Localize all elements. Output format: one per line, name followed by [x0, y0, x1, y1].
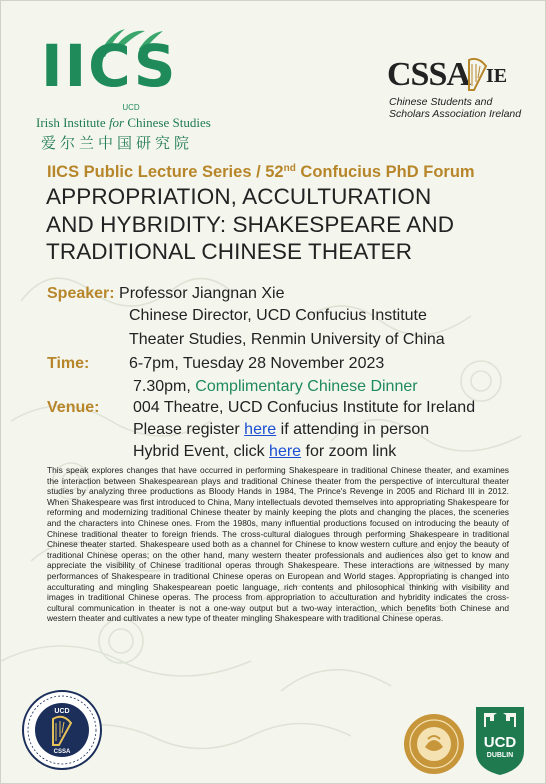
cssa-subtitle-line1: Chinese Students and	[389, 96, 493, 108]
harp-seal-icon	[21, 689, 103, 771]
dinner-time: 7.30pm,	[133, 378, 196, 395]
cssa-subtitle	[389, 96, 521, 120]
seal-cssa-text: CSSA	[53, 749, 71, 755]
hybrid-text-a: Hybrid Event, click	[133, 443, 270, 460]
speaker-affiliation-2: Theater Studies, Renmin University of China	[129, 331, 445, 348]
hybrid-line	[133, 442, 396, 461]
speaker-row	[47, 284, 284, 303]
lecture-abstract: This speak explores changes that have occurred in performing Shakespeare in traditional Chinese theater, and examines the interaction between Shakespearean plays and traditional Chinese theater from the perspective of intercultural theater studies by analyzing three productions as Bloody Hands in 1984, The Prince's Revenge in 2005 and Richard III in 2012. When Shakespeare was first introduced to China, Many intellectuals devoted themselves into appropriating Shakespeare for reforming and modernizing traditional Chinese theater by mainly keeping the plots and changing the places, the sceneries and the characters into Chinese ones. From the 1980s, many influential productions focused on introducing the beauty of Chinese traditional theater to foreign friends. The cross-cultural dialogues through performing Shakespeare in traditional Chinese theater started. Shakespeare used both as a channel for Chinese to know western culture and enjoy the beauty of traditional Chinese operas; on the other hand, many western theater professionals and audiences also get to know and appreciate the visibility of Chinese traditional operas through Shakespeare. These interactions are witnessed by many performances of Shakespeare in traditional Chinese operas on European and World stages. Appropriating is changed into acculturating and mingling Shakespearean poetic language, rich contents and philosophical thinking with visibility and images in traditional Chinese operas. The process from appropriation to acculturation and hybridity indicates the cross-cultural communication in theater is not a one-way output but a two-way interaction, which benefits both Chinese and western theater and cultivates a new type of theater mingling Shakespeare with traditional Chinese operas.	[47, 465, 509, 624]
title-line1: APPROPRIATION, ACCULTURATION	[46, 184, 432, 209]
time-label	[47, 354, 89, 373]
cssa-ie: IE	[486, 65, 508, 87]
speaker-name: Professor Jiangnan Xie	[119, 285, 285, 302]
cssa-subtitle-line2: Scholars Association Ireland	[389, 108, 522, 120]
cssa-logo	[384, 56, 534, 126]
time-label-text: Time:	[47, 355, 90, 372]
dinner-label: Complimentary Chinese Dinner	[195, 378, 418, 395]
title-line3: TRADITIONAL CHINESE THEATER	[46, 239, 413, 264]
venue-label-text: Venue:	[47, 399, 100, 416]
speaker-affiliation-1: Chinese Director, UCD Confucius Institute	[129, 307, 427, 324]
iics-chinese-name: 爱尔兰中国研究院	[41, 136, 194, 152]
register-text-a: Please register	[133, 421, 245, 438]
series-prefix: IICS Public Lecture Series / 52	[47, 163, 284, 181]
cssa-wordmark: CSSA	[387, 56, 470, 93]
zoom-link[interactable]: here	[269, 443, 302, 460]
register-text-b: if attending in person	[276, 421, 430, 438]
ucd-dublin-text: DUBLIN	[486, 752, 514, 759]
series-suffix: Confucius PhD Forum	[295, 163, 475, 181]
series-ordinal-suffix: nd	[283, 163, 296, 174]
ucd-shield-icon	[474, 705, 526, 777]
time-line2	[133, 377, 418, 396]
iics-wordmark: IICS	[41, 32, 178, 100]
lecture-title	[46, 183, 516, 266]
seal-ucd-text: UCD	[54, 708, 70, 715]
venue-line1: 004 Theatre, UCD Confucius Institute for Ireland	[133, 399, 476, 416]
iics-ucd-label: UCD	[122, 103, 140, 112]
register-line	[133, 420, 429, 439]
venue-label	[47, 398, 99, 417]
confucius-seal-icon	[403, 713, 465, 775]
title-line2: AND HYBRIDITY: SHAKESPEARE AND	[46, 211, 455, 237]
hybrid-text-b: for zoom link	[301, 443, 397, 460]
harp-icon	[466, 56, 488, 92]
lecture-series-heading	[47, 163, 475, 182]
time-line1: 6-7pm, Tuesday 28 November 2023	[129, 355, 385, 372]
iics-full-name: Irish Institute for Chinese Studies	[36, 115, 211, 130]
iics-logo	[31, 32, 211, 155]
register-link[interactable]: here	[244, 421, 277, 438]
speaker-label: Speaker:	[47, 285, 115, 302]
ucd-shield-text: UCD	[483, 734, 517, 751]
